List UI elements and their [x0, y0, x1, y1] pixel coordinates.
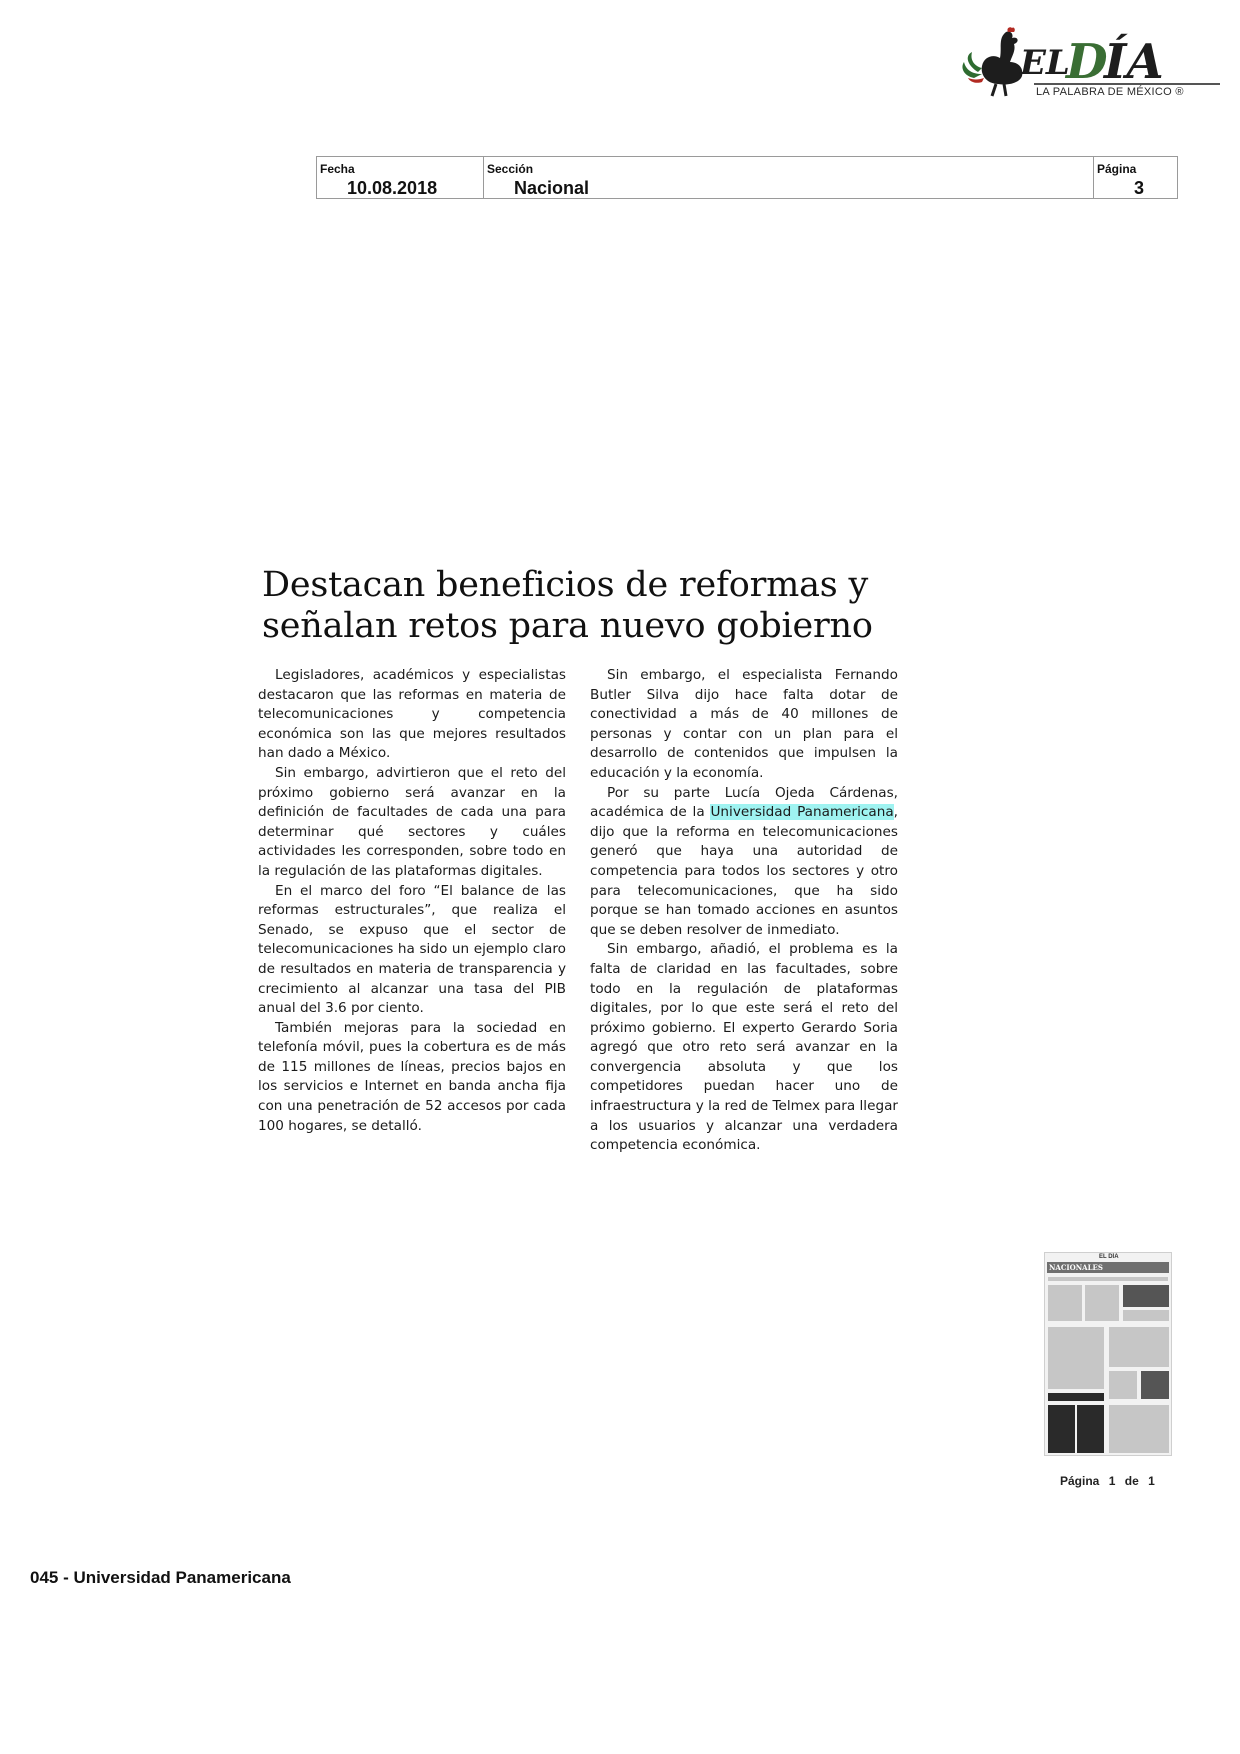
pagination-label: Página	[1060, 1474, 1100, 1488]
fecha-cell	[317, 157, 484, 198]
metadata-table	[316, 156, 1178, 199]
thumbnail-text-block	[1109, 1371, 1137, 1399]
seccion-cell	[484, 157, 1094, 198]
text-run: , dijo que la reforma en telecomunicaciones generó que haya una autoridad de competencia para todos los sectores y otro para telecomunicaciones, que ha sido porque se han tomado acciones en asuntos que se deben resolver de inmediato.	[590, 804, 898, 938]
paragraph-with-highlight	[590, 784, 898, 941]
thumbnail-text-block	[1048, 1285, 1082, 1321]
paragraph: También mejoras para la sociedad en telefonía móvil, pues la cobertura es de más de 115 millones de líneas, precios bajos en los servicios e Internet en banda ancha fija con una penetración de 52 accesos por cada 100 hogares, se detalló.	[258, 1019, 566, 1134]
svg-text:D: D	[1066, 34, 1108, 90]
pagina-value: 3	[1134, 178, 1145, 198]
thumbnail-line	[1048, 1277, 1168, 1281]
thumbnail-logo: EL DÍA	[1099, 1254, 1119, 1260]
fecha-value: 10.08.2018	[347, 178, 438, 198]
page-thumbnail[interactable]	[1044, 1252, 1172, 1456]
thumbnail-photo	[1141, 1371, 1169, 1399]
paragraph: En el marco del foro “El balance de las reformas estructurales”, que realiza el Senado, se expuso que el sector de telecomunicaciones ha sido un ejemplo claro de resultados en materia de transparencia y crecimiento al alcanzar una tasa del PIB anual del 3.6 por ciento.	[258, 882, 566, 1017]
thumbnail-dark-block	[1077, 1405, 1104, 1453]
svg-text:EL: EL	[1020, 43, 1070, 83]
pagination-total: 1	[1148, 1474, 1155, 1488]
article-column-2	[590, 666, 898, 1156]
seccion-value: Nacional	[514, 178, 590, 198]
thumbnail-section-band: NACIONALES	[1047, 1262, 1169, 1273]
pagination-current: 1	[1108, 1474, 1116, 1488]
footer-source: 045 - Universidad Panamericana	[30, 1568, 291, 1587]
thumbnail-text-block	[1085, 1285, 1119, 1321]
svg-text:ÍA: ÍA	[1104, 34, 1164, 90]
pagina-label: Página	[1097, 162, 1137, 176]
article-column-1	[258, 666, 566, 1136]
thumbnail-dark-block	[1048, 1405, 1075, 1453]
highlighted-university: Universidad Panamericana	[710, 804, 894, 821]
article-headline: Destacan beneficios de reformas y señalan retos para nuevo gobierno	[262, 565, 873, 646]
pagina-cell	[1094, 157, 1178, 198]
seccion-label: Sección	[487, 162, 534, 176]
paragraph: Sin embargo, añadió, el problema es la falta de claridad en las facultades, sobre todo en la regulación de plataformas digitales, por lo que este será el reto del próximo gobierno. El experto Gerardo Soria agregó que otro reto será avanzar en la convergencia absoluta y que los competidores puedan hacer uno de infraestructura y la red de Telmex para llegar a los usuarios y alcanzar una verdadera competencia económica.	[590, 941, 898, 1154]
pagination-of: de	[1124, 1474, 1139, 1488]
thumbnail-headline-bar	[1048, 1393, 1104, 1401]
paragraph: Sin embargo, el especialista Fernando Butler Silva dijo hace falta dotar de conectividad a más de 40 millones de personas y contar con un plan para el desarrollo de contenidos que impulsen la educación y la economía.	[590, 667, 898, 781]
thumbnail-text-block	[1048, 1327, 1104, 1389]
paragraph: Sin embargo, advirtieron que el reto del próximo gobierno será avanzar en la definición de facultades de cada una para determinar qué sectores y cuáles actividades les corresponden, sobre todo en la regulación de las plataformas digitales.	[258, 764, 566, 879]
paragraph: Legisladores, académicos y especialistas destacaron que las reformas en materia de telecomunicaciones y competencia económica son las que mejores resultados han dado a México.	[258, 667, 566, 762]
thumbnail-photo	[1123, 1285, 1169, 1307]
thumbnail-text-block	[1109, 1327, 1169, 1367]
text-run: Por su parte Lucía Ojeda Cárdenas, académica de la	[590, 784, 898, 821]
fecha-label: Fecha	[320, 162, 355, 176]
logo-tagline: LA PALABRA DE MÉXICO ®	[1036, 86, 1184, 98]
thumbnail-text-block	[1109, 1405, 1169, 1453]
thumbnail-text-block	[1123, 1310, 1169, 1321]
pagination	[1060, 1474, 1155, 1488]
